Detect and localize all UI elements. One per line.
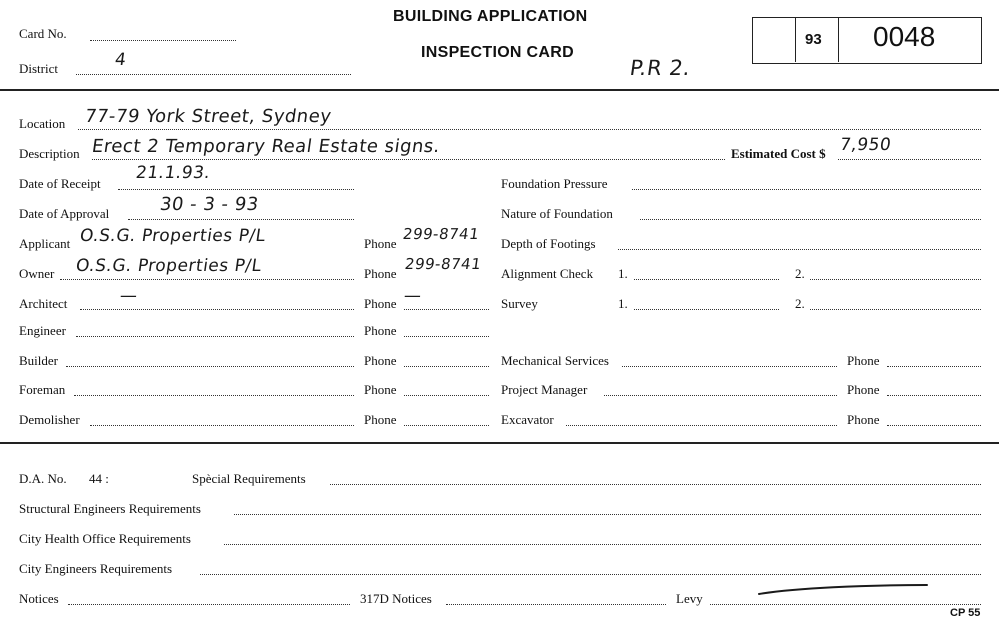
project-manager-label: Project Manager (501, 382, 588, 397)
card-no-label: Card No. (19, 26, 67, 41)
district-field (76, 74, 351, 75)
applicant-value: O.S.G. Properties P/L (78, 226, 267, 246)
engineer-phone-label: Phone (364, 323, 397, 338)
notices-317d-label: 317D Notices (360, 591, 432, 606)
levy-field (710, 604, 981, 605)
district-label: District (19, 61, 58, 76)
description-field (92, 159, 725, 160)
date-of-approval-value: 30 - 3 - 93 (158, 194, 261, 215)
applicant-label: Applicant (19, 236, 71, 251)
survey-label: Survey (501, 296, 538, 311)
alignment-check-label: Alignment Check (501, 266, 594, 281)
demolisher-label: Demolisher (19, 412, 80, 427)
header-divider (0, 89, 999, 91)
excavator-label: Excavator (501, 412, 554, 427)
location-field (78, 129, 981, 130)
survey-field-2 (810, 309, 981, 310)
survey-num-2: 2. (795, 296, 805, 311)
survey-field-1 (634, 309, 779, 310)
nature-of-foundation-label: Nature of Foundation (501, 206, 613, 221)
applicant-phone-label: Phone (364, 236, 397, 251)
project-manager-phone-field (887, 395, 981, 396)
city-engineers-field (200, 574, 981, 575)
handwritten-note: P.R 2. (628, 56, 693, 80)
architect-value: — (118, 286, 139, 306)
mechanical-services-field (622, 366, 837, 367)
owner-label: Owner (19, 266, 55, 281)
excavator-phone-label: Phone (847, 412, 880, 427)
mechanical-phone-field (887, 366, 981, 367)
project-manager-field (604, 395, 837, 396)
levy-pen-stroke (755, 582, 935, 598)
architect-phone-field (404, 309, 489, 310)
card-number-box (752, 17, 982, 64)
survey-num-1: 1. (618, 296, 628, 311)
foreman-label: Foreman (19, 382, 66, 397)
card-title-line2: INSPECTION CARD (421, 44, 574, 61)
foundation-pressure-field (632, 189, 981, 190)
owner-field (60, 279, 354, 280)
notices-317d-field (446, 604, 666, 605)
builder-phone-label: Phone (364, 353, 397, 368)
estimated-cost-field (838, 159, 981, 160)
excavator-field (566, 425, 837, 426)
structural-engineers-field (234, 514, 981, 515)
foreman-phone-field (404, 395, 489, 396)
levy-label: Levy (676, 591, 703, 606)
foundation-pressure-label: Foundation Pressure (501, 176, 608, 191)
location-value: 77-79 York Street, Sydney (83, 106, 333, 127)
description-label: Description (19, 146, 80, 161)
architect-phone-value: — (402, 286, 423, 306)
applicant-phone-value: 299-8741 (401, 225, 481, 243)
demolisher-field (90, 425, 354, 426)
special-requirements-label: Spècial Requirements (192, 471, 306, 486)
engineer-phone-field (404, 336, 489, 337)
da-no-value: 44 : (89, 471, 109, 486)
demolisher-phone-label: Phone (364, 412, 397, 427)
estimated-cost-value: 7,950 (838, 135, 893, 155)
depth-of-footings-field (618, 249, 981, 250)
builder-label: Builder (19, 353, 58, 368)
demolisher-phone-field (404, 425, 489, 426)
notices-field (68, 604, 350, 605)
city-health-field (224, 544, 981, 545)
builder-phone-field (404, 366, 489, 367)
description-value: Erect 2 Temporary Real Estate signs. (90, 136, 442, 157)
alignment-field-2 (810, 279, 981, 280)
owner-phone-value: 299-8741 (403, 255, 483, 273)
engineer-field (76, 336, 354, 337)
foreman-field (74, 395, 354, 396)
architect-phone-label: Phone (364, 296, 397, 311)
owner-phone-label: Phone (364, 266, 397, 281)
card-no-field (90, 40, 236, 41)
architect-field (80, 309, 354, 310)
alignment-num-1: 1. (618, 266, 628, 281)
date-of-receipt-label: Date of Receipt (19, 176, 101, 191)
alignment-num-2: 2. (795, 266, 805, 281)
year-box-value: 93 (805, 31, 822, 48)
structural-engineers-label: Structural Engineers Requirements (19, 501, 201, 516)
da-no-label: D.A. No. (19, 471, 67, 486)
special-requirements-field (330, 484, 981, 485)
notices-label: Notices (19, 591, 59, 606)
city-engineers-label: City Engineers Requirements (19, 561, 173, 576)
depth-of-footings-label: Depth of Footings (501, 236, 596, 251)
project-manager-phone-label: Phone (847, 382, 880, 397)
location-label: Location (19, 116, 66, 131)
builder-field (66, 366, 354, 367)
date-of-receipt-field (118, 189, 354, 190)
foreman-phone-label: Phone (364, 382, 397, 397)
date-of-receipt-value: 21.1.93. (134, 163, 212, 183)
details-divider (0, 442, 999, 444)
architect-label: Architect (19, 296, 68, 311)
owner-value: O.S.G. Properties P/L (74, 256, 263, 276)
engineer-label: Engineer (19, 323, 66, 338)
alignment-field-1 (634, 279, 779, 280)
card-number-value: 0048 (873, 21, 936, 52)
card-title-line1: BUILDING APPLICATION (393, 8, 588, 25)
district-value: 4 (113, 50, 128, 70)
excavator-phone-field (887, 425, 981, 426)
city-health-label: City Health Office Requirements (19, 531, 191, 546)
date-of-approval-field (128, 219, 354, 220)
form-code: CP 55 (950, 607, 981, 619)
nature-of-foundation-field (640, 219, 981, 220)
mechanical-phone-label: Phone (847, 353, 880, 368)
date-of-approval-label: Date of Approval (19, 206, 110, 221)
mechanical-services-label: Mechanical Services (501, 353, 609, 368)
estimated-cost-label: Estimated Cost $ (731, 146, 826, 161)
